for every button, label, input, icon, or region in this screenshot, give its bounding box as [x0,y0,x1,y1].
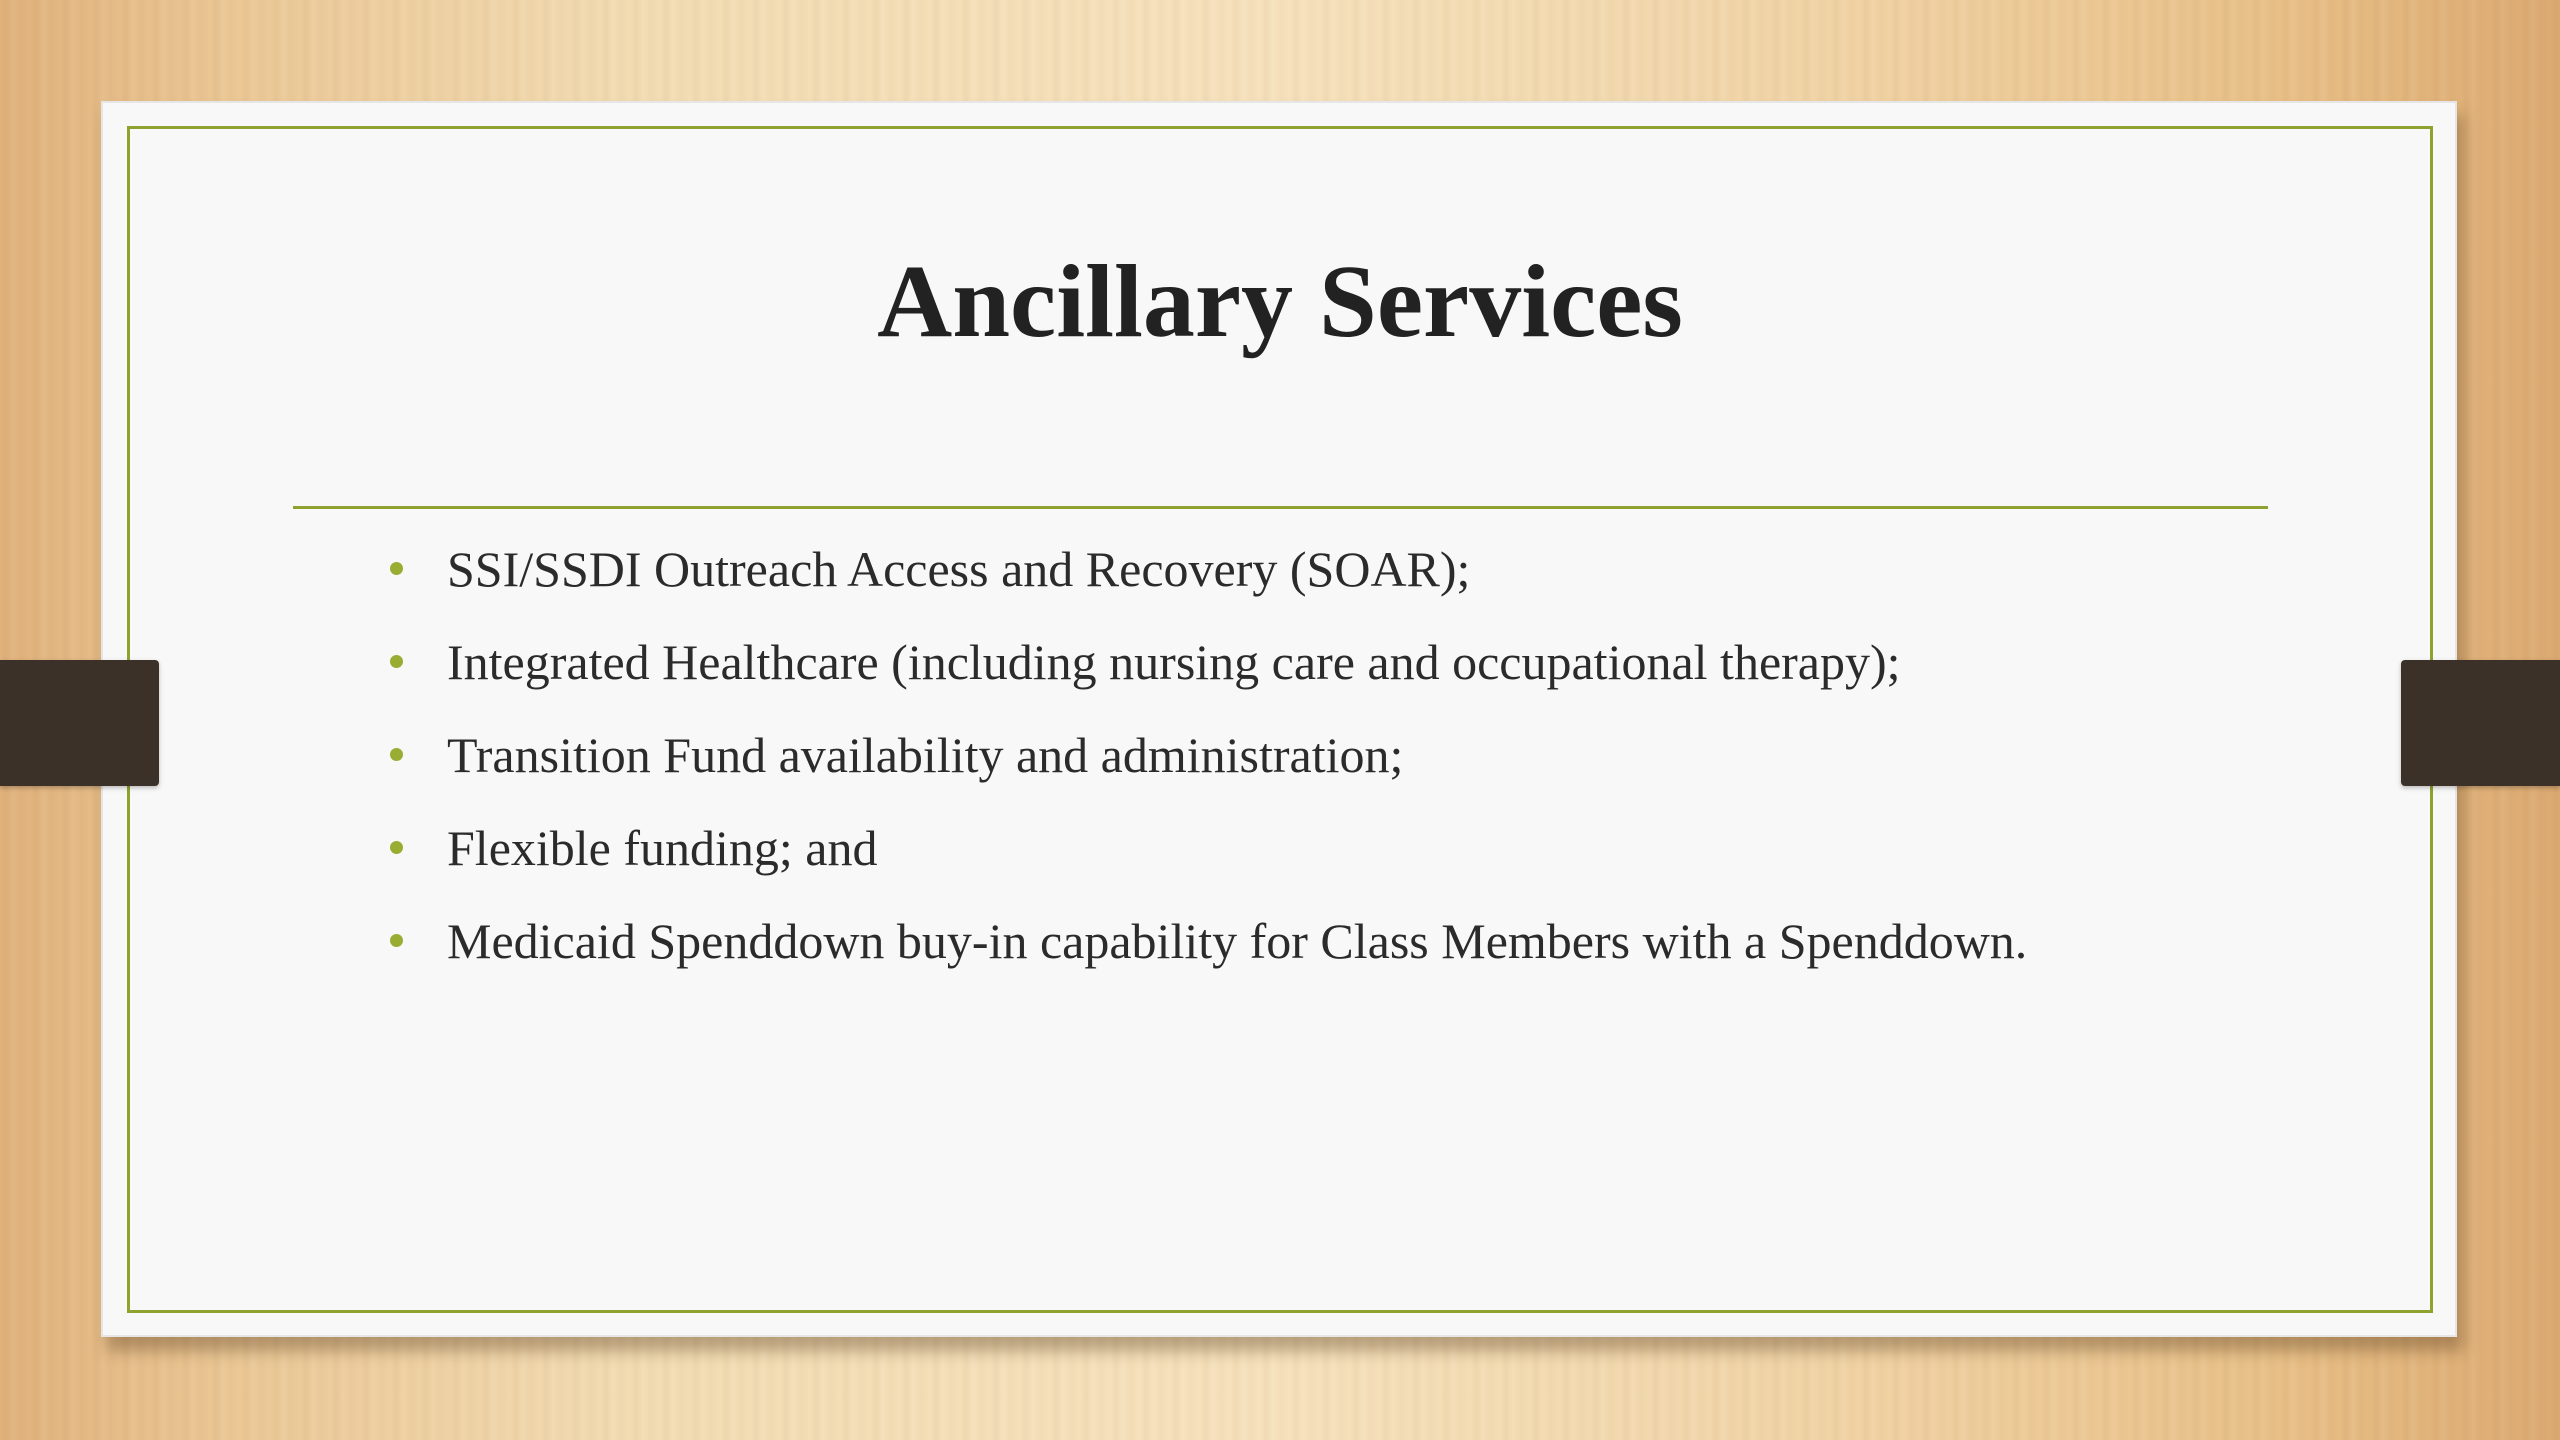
bullet-item [380,634,2027,730]
bullet-text: Transition Fund availability and administration; [447,727,1404,783]
bullet-dot-icon [390,841,403,854]
bullet-item [380,820,2027,916]
bullet-dot-icon [390,655,403,668]
bullet-dot-icon [390,562,403,575]
bullet-item [380,727,2027,823]
bullet-dot-icon [390,748,403,761]
bullet-text: Integrated Healthcare (including nursing care and occupational therapy); [447,634,1901,690]
bullet-dot-icon [390,934,403,947]
slide-title: Ancillary Services [877,244,1683,359]
bullet-text: Flexible funding; and [447,820,878,876]
bullet-list [380,541,2028,1009]
bullet-text: Medicaid Spenddown buy-in capability for Class Members with a Spenddown. [447,913,2028,969]
bullet-item [380,913,2028,1009]
right-binder-tab [2401,660,2560,786]
bullet-text: SSI/SSDI Outreach Access and Recovery (SOAR); [447,541,1471,597]
title-divider [293,506,2268,509]
left-binder-tab [0,660,159,786]
bullet-item [380,541,2027,637]
